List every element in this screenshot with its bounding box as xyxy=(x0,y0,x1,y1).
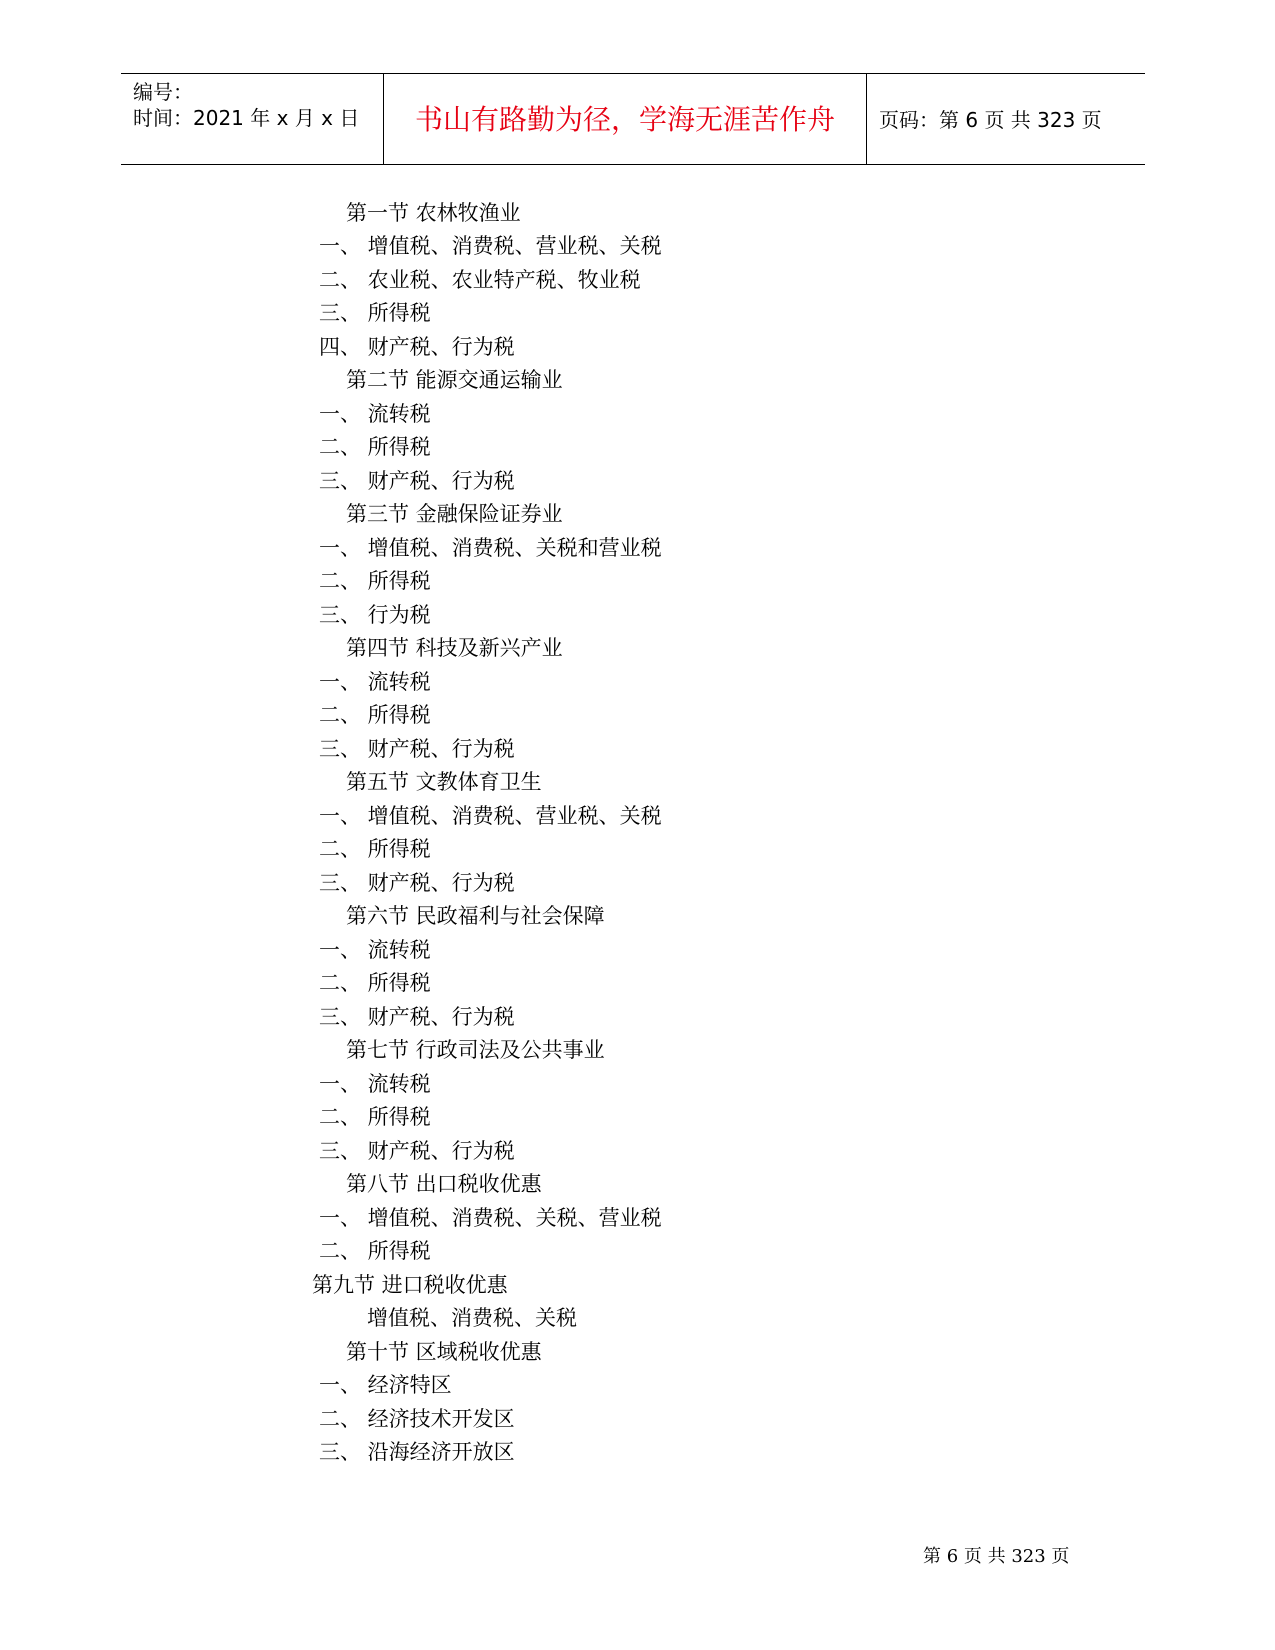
toc-item: 二、 所得税 xyxy=(319,435,431,459)
header-motto-cell xyxy=(383,74,867,164)
toc-item: 三、 财产税、行为税 xyxy=(319,469,515,493)
toc-section-heading: 第九节 进口税收优惠 xyxy=(312,1273,508,1297)
toc-item: 二、 经济技术开发区 xyxy=(319,1407,515,1431)
toc-item: 三、 沿海经济开放区 xyxy=(319,1440,515,1464)
toc-section-heading: 第七节 行政司法及公共事业 xyxy=(346,1038,605,1062)
toc-item: 三、 行为税 xyxy=(319,603,431,627)
toc-section-heading: 第三节 金融保险证券业 xyxy=(346,502,563,526)
toc-item: 三、 财产税、行为税 xyxy=(319,1139,515,1163)
header-page-cell xyxy=(867,74,1145,164)
toc-section-heading: 第一节 农林牧渔业 xyxy=(346,201,521,225)
toc-item: 二、 所得税 xyxy=(319,569,431,593)
page-footer-number: 第 6 页 共 323 页 xyxy=(923,1546,1070,1567)
toc-item: 二、 所得税 xyxy=(319,837,431,861)
toc-item: 三、 所得税 xyxy=(319,301,431,325)
toc-item: 一、 流转税 xyxy=(319,670,431,694)
toc-item: 二、 所得税 xyxy=(319,703,431,727)
toc-section-heading: 第二节 能源交通运输业 xyxy=(346,368,563,392)
toc-section-heading: 第十节 区域税收优惠 xyxy=(346,1340,542,1364)
toc-item: 三、 财产税、行为税 xyxy=(319,737,515,761)
toc-item: 增值税、消费税、关税 xyxy=(367,1306,577,1330)
toc-item: 一、 流转税 xyxy=(319,938,431,962)
toc-item: 三、 财产税、行为税 xyxy=(319,1005,515,1029)
header-motto: 书山有路勤为径，学海无涯苦作舟 xyxy=(414,103,835,136)
toc-item: 一、 增值税、消费税、营业税、关税 xyxy=(319,234,662,258)
toc-section-heading: 第八节 出口税收优惠 xyxy=(346,1172,542,1196)
toc-section-heading: 第六节 民政福利与社会保障 xyxy=(346,904,605,928)
toc-section-heading: 第四节 科技及新兴产业 xyxy=(346,636,563,660)
document-number-label: 编号： xyxy=(133,80,193,104)
toc-item: 一、 流转税 xyxy=(319,402,431,426)
toc-item: 二、 所得税 xyxy=(319,1105,431,1129)
toc-item: 一、 增值税、消费税、关税、营业税 xyxy=(319,1206,662,1230)
header-page-code: 页码：第 6 页 共 323 页 xyxy=(879,108,1102,132)
toc-item: 二、 所得税 xyxy=(319,971,431,995)
toc-item: 二、 所得税 xyxy=(319,1239,431,1263)
document-date: 时间：2021 年 x 月 x 日 xyxy=(133,106,360,130)
toc-item: 三、 财产税、行为税 xyxy=(319,871,515,895)
toc-item: 一、 经济特区 xyxy=(319,1373,452,1397)
toc-item: 一、 流转税 xyxy=(319,1072,431,1096)
toc-section-heading: 第五节 文教体育卫生 xyxy=(346,770,542,794)
header-info-cell xyxy=(121,74,383,164)
toc-item: 一、 增值税、消费税、营业税、关税 xyxy=(319,804,662,828)
page-header xyxy=(121,73,1145,165)
toc-item: 二、 农业税、农业特产税、牧业税 xyxy=(319,268,641,292)
toc-item: 一、 增值税、消费税、关税和营业税 xyxy=(319,536,662,560)
toc-item: 四、 财产税、行为税 xyxy=(319,335,515,359)
